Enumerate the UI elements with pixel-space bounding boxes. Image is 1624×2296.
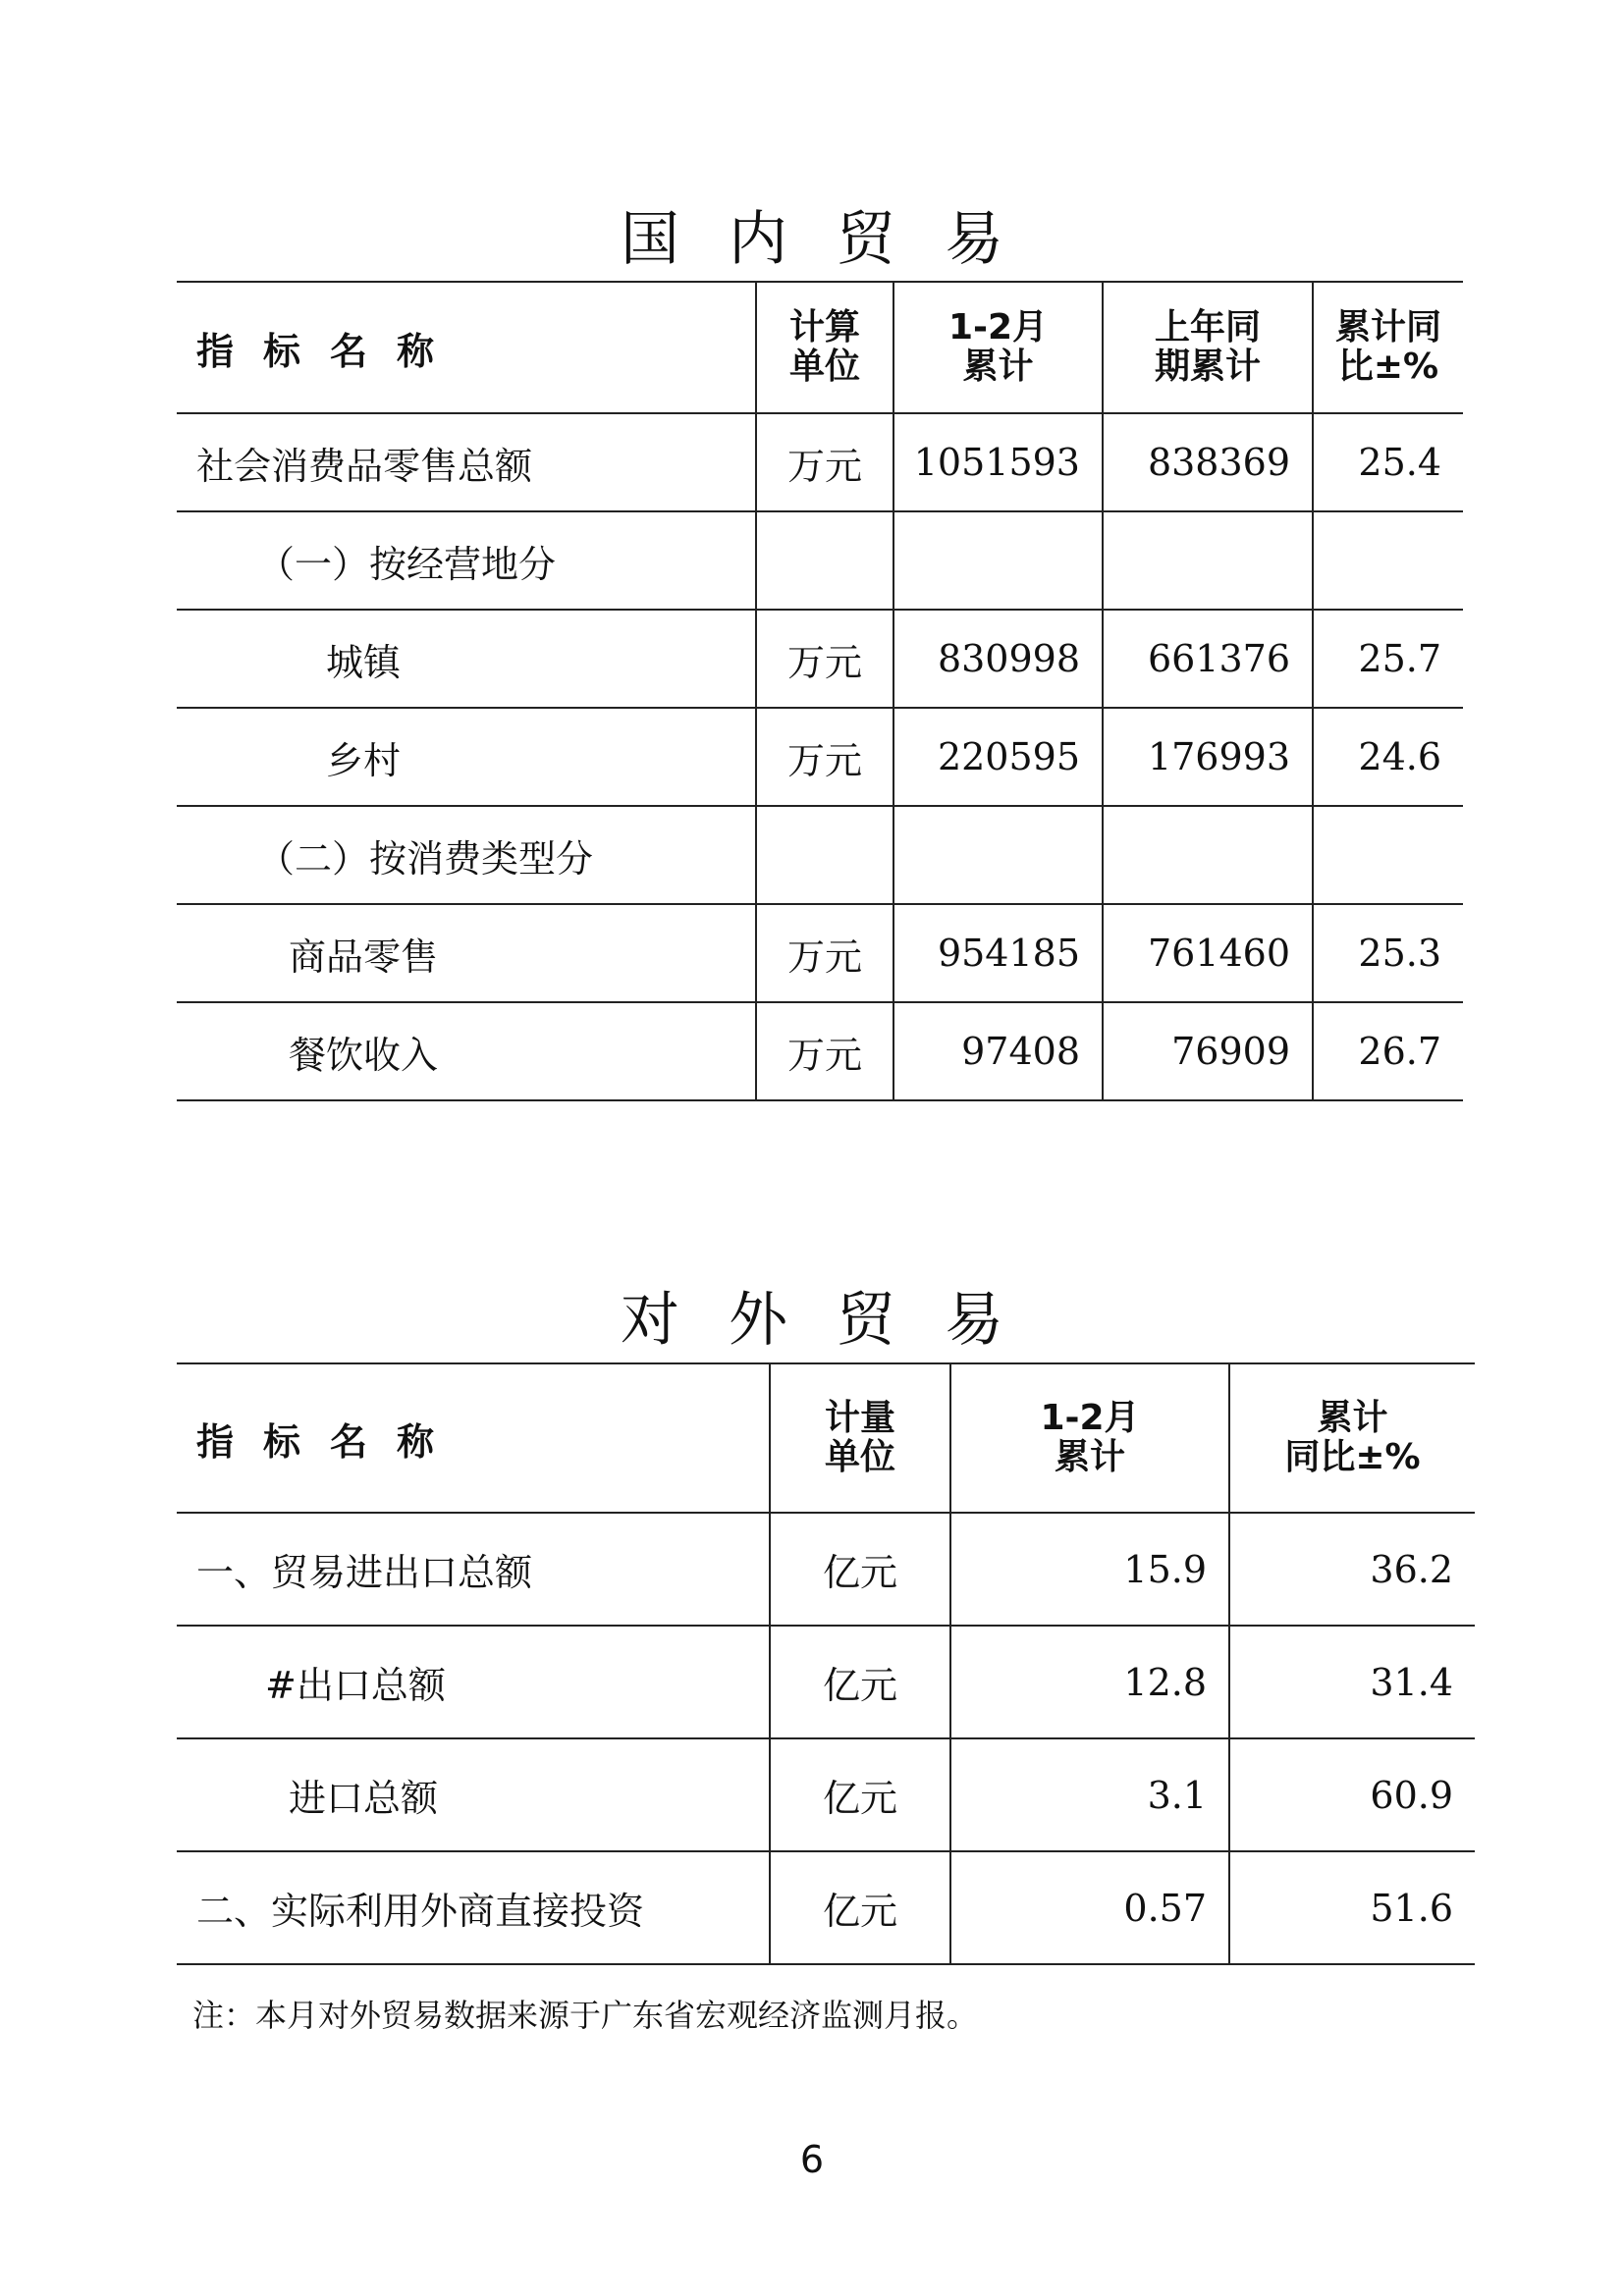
row-name: 城镇	[177, 610, 756, 708]
row-current: 830998	[893, 610, 1103, 708]
header-yoy-change: 累计同 比±%	[1313, 282, 1463, 413]
table-row	[177, 904, 1463, 1002]
row-current: 12.8	[950, 1626, 1229, 1738]
row-previous: 838369	[1103, 413, 1313, 511]
table-row	[177, 806, 1463, 904]
row-name: 进口总额	[177, 1738, 770, 1851]
page-number: 6	[799, 2138, 825, 2181]
row-current: 15.9	[950, 1513, 1229, 1626]
row-unit: 万元	[756, 610, 893, 708]
row-change: 36.2	[1229, 1513, 1475, 1626]
row-change: 60.9	[1229, 1738, 1475, 1851]
header-indicator-name: 指标名称	[177, 1363, 770, 1513]
row-previous	[1103, 511, 1313, 610]
row-name: 餐饮收入	[177, 1002, 756, 1100]
row-unit: 亿元	[770, 1626, 950, 1738]
table-row	[177, 1738, 1475, 1851]
table-row	[177, 1513, 1475, 1626]
row-name: 社会消费品零售总额	[177, 413, 756, 511]
row-name: 商品零售	[177, 904, 756, 1002]
row-previous: 761460	[1103, 904, 1313, 1002]
header-previous-cumulative: 上年同 期累计	[1103, 282, 1313, 413]
row-unit: 万元	[756, 708, 893, 806]
domestic-trade-table	[177, 281, 1463, 1101]
row-unit	[756, 511, 893, 610]
row-change: 31.4	[1229, 1626, 1475, 1738]
row-previous: 176993	[1103, 708, 1313, 806]
row-current: 0.57	[950, 1851, 1229, 1964]
row-unit: 万元	[756, 413, 893, 511]
row-change: 24.6	[1313, 708, 1463, 806]
row-change: 25.7	[1313, 610, 1463, 708]
table-header-row	[177, 282, 1463, 413]
row-current: 3.1	[950, 1738, 1229, 1851]
table-row	[177, 1851, 1475, 1964]
row-current: 220595	[893, 708, 1103, 806]
row-current: 97408	[893, 1002, 1103, 1100]
row-name: （一）按经营地分	[177, 511, 756, 610]
table-row	[177, 511, 1463, 610]
row-change: 26.7	[1313, 1002, 1463, 1100]
row-unit: 万元	[756, 1002, 893, 1100]
row-change	[1313, 511, 1463, 610]
header-unit: 计算 单位	[756, 282, 893, 413]
row-current	[893, 511, 1103, 610]
row-change	[1313, 806, 1463, 904]
header-indicator-name: 指标名称	[177, 282, 756, 413]
header-current-cumulative: 1-2月 累计	[950, 1363, 1229, 1513]
foreign-trade-title: 对外贸易	[621, 1286, 1053, 1355]
table-row	[177, 1002, 1463, 1100]
row-name: 乡村	[177, 708, 756, 806]
header-yoy-change: 累计 同比±%	[1229, 1363, 1475, 1513]
row-previous: 661376	[1103, 610, 1313, 708]
row-current: 954185	[893, 904, 1103, 1002]
row-name: 二、实际利用外商直接投资	[177, 1851, 770, 1964]
domestic-trade-title: 国内贸易	[621, 205, 1053, 274]
table-row	[177, 1626, 1475, 1738]
header-unit: 计量 单位	[770, 1363, 950, 1513]
row-current	[893, 806, 1103, 904]
foreign-trade-table	[177, 1362, 1475, 1965]
row-change: 25.4	[1313, 413, 1463, 511]
header-current-cumulative: 1-2月 累计	[893, 282, 1103, 413]
row-name: #出口总额	[177, 1626, 770, 1738]
row-previous	[1103, 806, 1313, 904]
table-row	[177, 610, 1463, 708]
row-unit: 亿元	[770, 1513, 950, 1626]
table-row	[177, 708, 1463, 806]
row-unit: 万元	[756, 904, 893, 1002]
row-current: 1051593	[893, 413, 1103, 511]
row-name: （二）按消费类型分	[177, 806, 756, 904]
row-unit: 亿元	[770, 1738, 950, 1851]
table-row	[177, 413, 1463, 511]
footnote: 注：本月对外贸易数据来源于广东省宏观经济监测月报。	[192, 1997, 979, 2034]
row-previous: 76909	[1103, 1002, 1313, 1100]
row-unit: 亿元	[770, 1851, 950, 1964]
row-change: 51.6	[1229, 1851, 1475, 1964]
table-header-row	[177, 1363, 1475, 1513]
row-change: 25.3	[1313, 904, 1463, 1002]
row-unit	[756, 806, 893, 904]
row-name: 一、贸易进出口总额	[177, 1513, 770, 1626]
